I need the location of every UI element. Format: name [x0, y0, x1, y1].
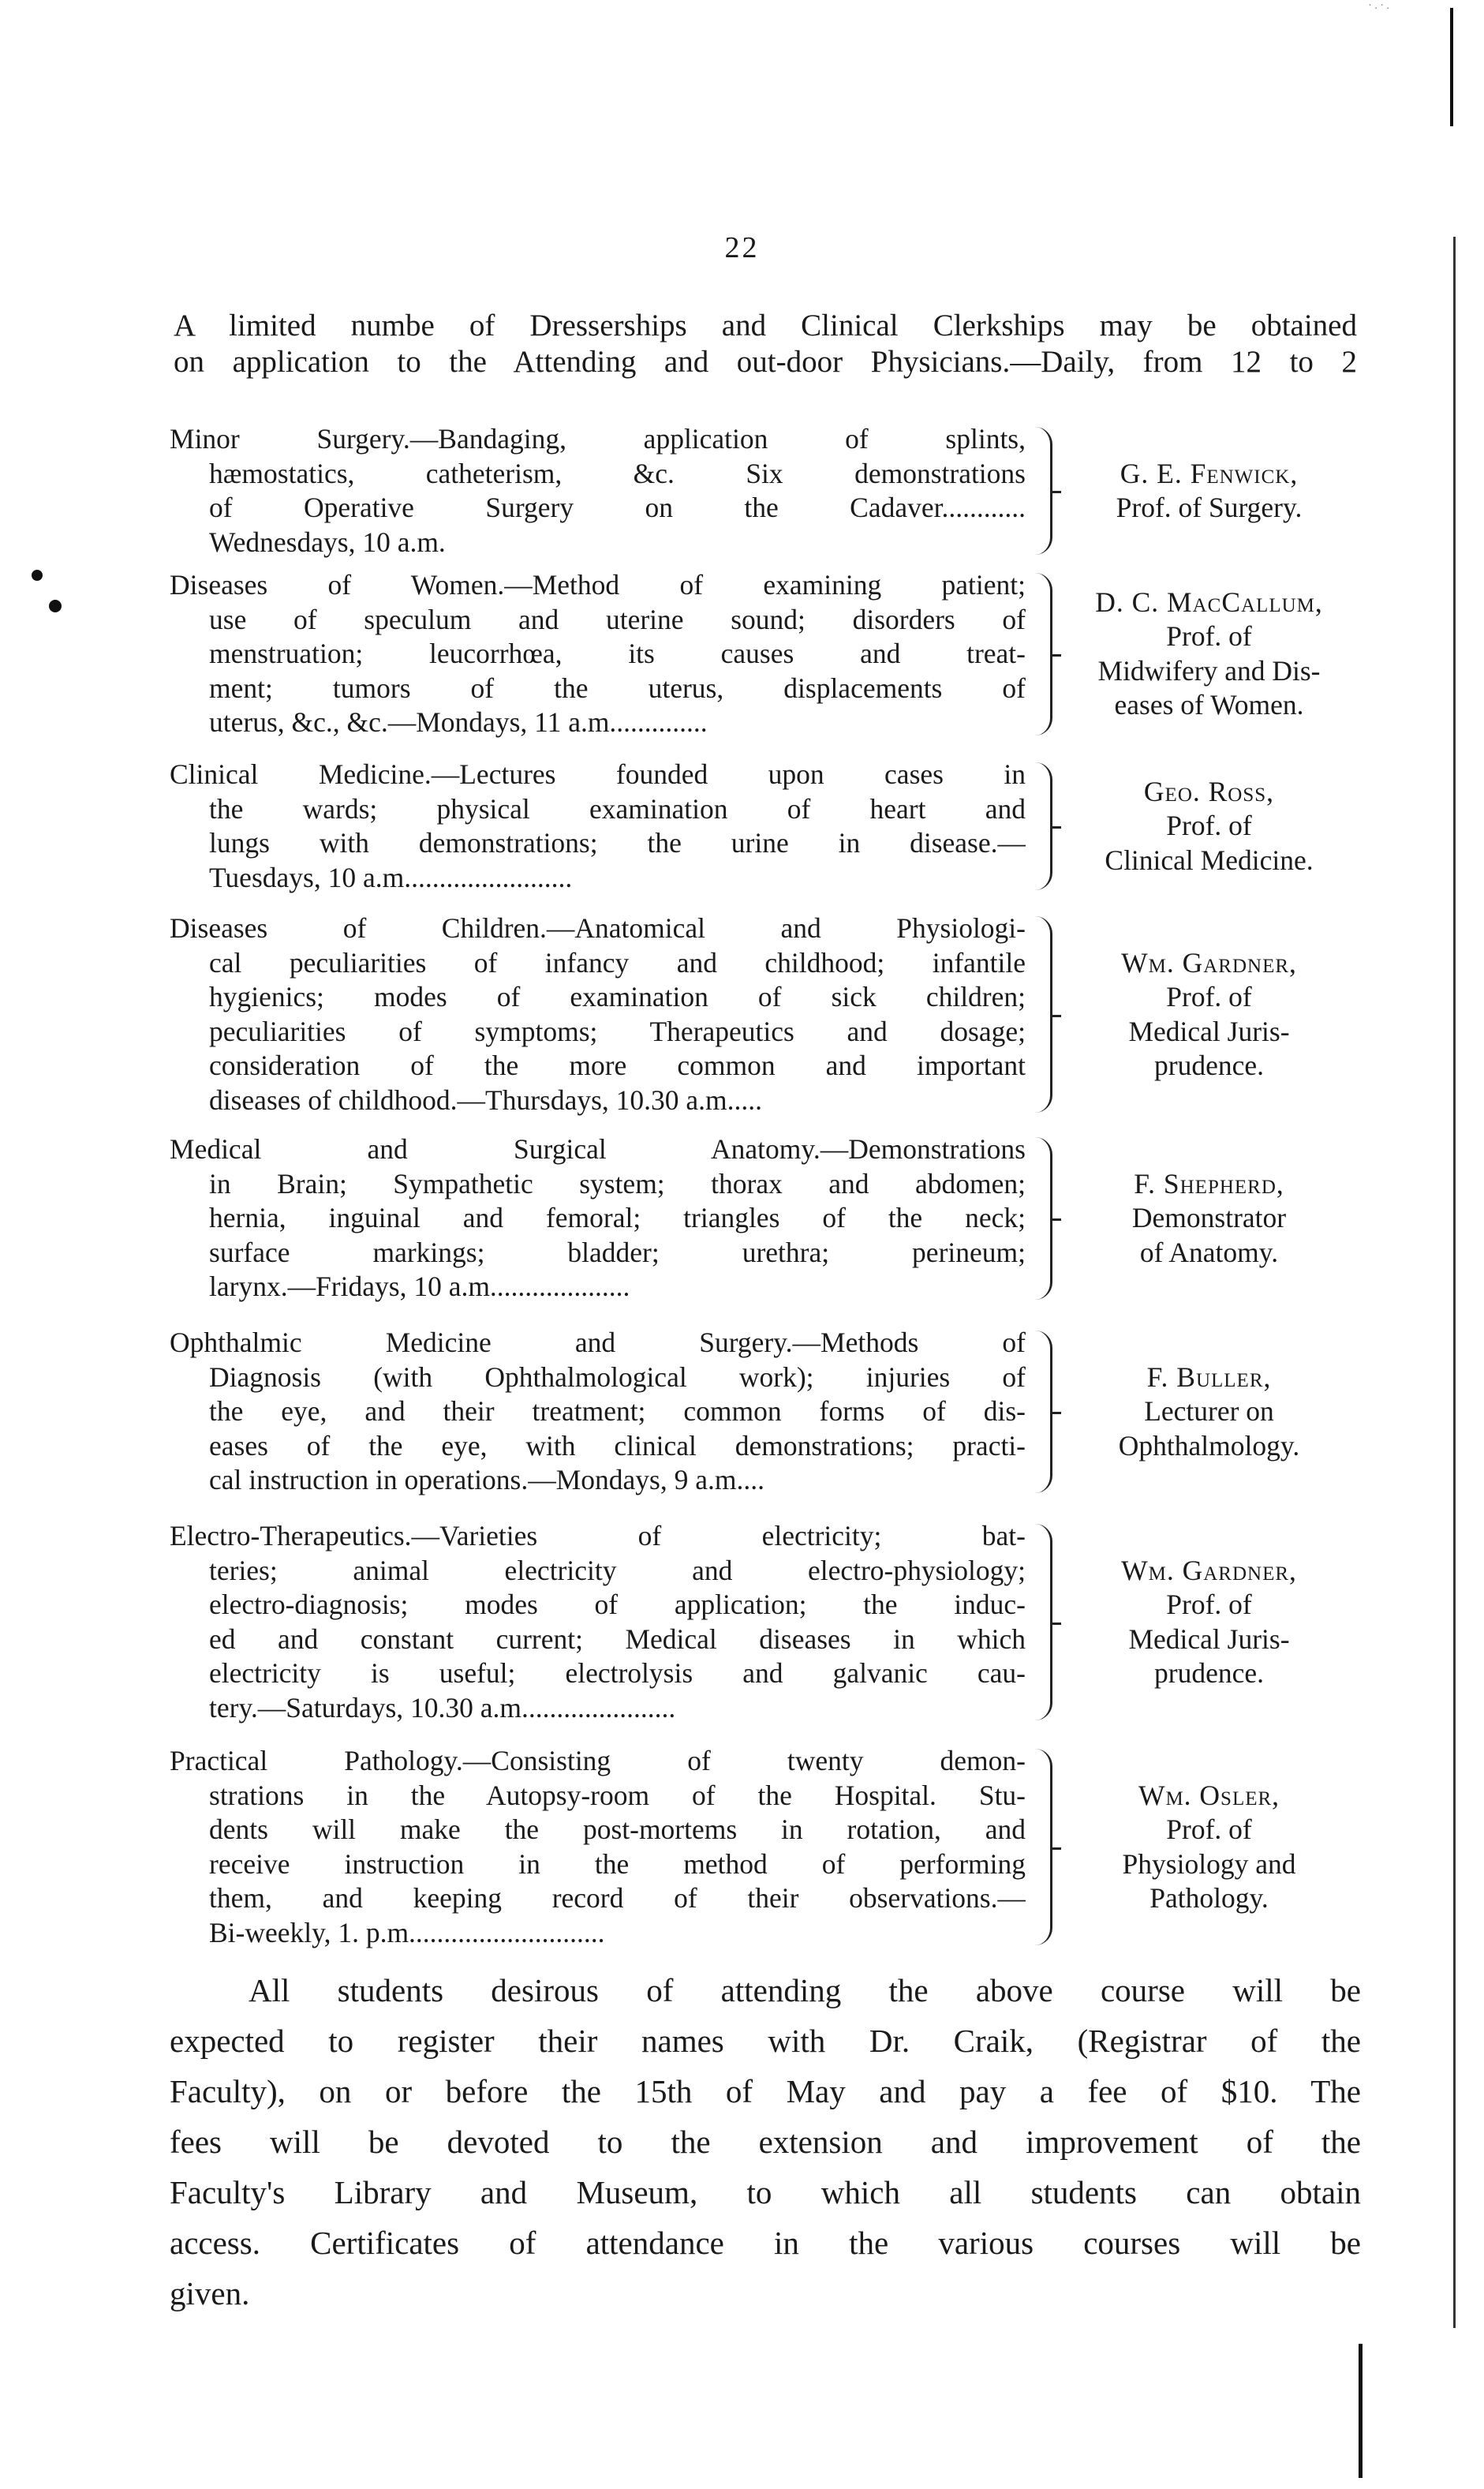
course-line: cal peculiarities of infancy and childhood; infantile [209, 946, 1026, 979]
brace-icon [1030, 573, 1052, 735]
instructor-title: Demonstrator [1131, 1202, 1287, 1233]
course-description [170, 1744, 1026, 1950]
course-line: surface markings; bladder; urethra; perineum; [209, 1236, 1026, 1268]
intro-line: A limited numbe of Dresserships and Clinical Clerkships may be obtained [174, 309, 1357, 342]
course-line: the eye, and their treatment; common forms of dis- [209, 1395, 1026, 1427]
instructor-title: Clinical Medicine. [1105, 844, 1314, 876]
course-instructor [1057, 775, 1361, 878]
instructor-title: Medical Juris- [1128, 1623, 1290, 1655]
course-line: Wednesdays, 10 a.m. [209, 526, 446, 558]
course-line: teries; animal electricity and electro-physiology; [209, 1554, 1026, 1586]
course-instructor [1057, 457, 1361, 526]
brace-icon [1030, 1749, 1052, 1945]
course-line: consideration of the more common and important [209, 1050, 1026, 1081]
course-title-line: Medical and Surgical Anatomy.—Demonstrations [170, 1133, 1026, 1165]
course-description [170, 1132, 1026, 1304]
footer-line: expected to register their names with Dr. Craik, (Registrar of the [170, 2023, 1361, 2059]
course-line: use of speculum and uterine sound; disorders of [209, 603, 1026, 635]
course-description [170, 1326, 1026, 1498]
course-line: peculiarities of symptoms; Therapeutics and dosage; [209, 1015, 1026, 1047]
course-line: ed and constant current; Medical diseases in which [209, 1623, 1026, 1655]
course-line: hernia, inguinal and femoral; triangles of the neck; [209, 1202, 1026, 1233]
course-description [170, 758, 1026, 895]
course-line: electro-diagnosis; modes of application; the induc- [209, 1589, 1026, 1620]
brace-icon [1030, 1331, 1052, 1493]
course-line: receive instruction in the method of performing [209, 1847, 1026, 1880]
instructor-title: Prof. of [1166, 620, 1252, 653]
course-line: diseases of childhood.—Thursdays, 10.30 a.m..... [209, 1084, 763, 1116]
course-instructor [1057, 1361, 1361, 1464]
instructor-title: Prof. of [1166, 1589, 1252, 1620]
brace-icon [1030, 1524, 1052, 1720]
ink-dot [49, 600, 62, 612]
course-line: of Operative Surgery on the Cadaver............ [209, 492, 1026, 523]
instructor-name: Geo. Ross, [1143, 775, 1275, 807]
instructor-title: Prof. of [1166, 810, 1252, 842]
course-line: them, and keeping record of their observations.— [209, 1882, 1026, 1914]
course-instructor [1057, 1167, 1361, 1271]
footer-paragraph [170, 1965, 1361, 2319]
course-description [170, 422, 1026, 560]
course-description [170, 911, 1026, 1117]
margin-rule [1453, 237, 1456, 2328]
instructor-name: G. E. Fenwick, [1120, 457, 1299, 489]
instructor-name: Wm. Gardner, [1121, 946, 1297, 979]
instructor-name: D. C. MacCallum, [1095, 586, 1323, 618]
footer-line: fees will be devoted to the extension and improvement of the [170, 2124, 1361, 2160]
margin-rule [1359, 2344, 1363, 2478]
instructor-title: Midwifery and Dis- [1097, 654, 1321, 687]
course-instructor [1057, 1554, 1361, 1691]
footer-line: given. [170, 2275, 250, 2311]
course-title-line: Ophthalmic Medicine and Surgery.—Methods of [170, 1327, 1026, 1358]
course-title-line: Diseases of Children.—Anatomical and Physiologi- [170, 912, 1026, 944]
course-line: hygienics; modes of examination of sick children; [209, 981, 1026, 1012]
course-title-line: Diseases of Women.—Method of examining patient; [170, 569, 1026, 601]
instructor-title: eases of Women. [1114, 689, 1304, 721]
course-line: electricity is useful; electrolysis and galvanic cau- [209, 1657, 1026, 1689]
brace-icon [1030, 762, 1052, 890]
course-line: strations in the Autopsy-room of the Hospital. Stu- [209, 1779, 1026, 1811]
instructor-title: Prof. of [1166, 981, 1252, 1012]
course-line: lungs with demonstrations; the urine in disease.— [209, 827, 1026, 859]
instructor-name: Wm. Osler, [1138, 1779, 1280, 1811]
course-line: uterus, &c., &c.—Mondays, 11 a.m.............. [209, 706, 708, 738]
footer-line: Faculty), on or before the 15th of May and pay a fee of $10. The [170, 2073, 1361, 2109]
course-line: Tuesdays, 10 a.m........................ [209, 861, 573, 893]
intro-paragraph [174, 308, 1357, 380]
course-title-line: Practical Pathology.—Consisting of twenty demon- [170, 1745, 1026, 1776]
instructor-title: Prof. of Surgery. [1116, 492, 1303, 523]
course-line: dents will make the post-mortems in rotation, and [209, 1813, 1026, 1845]
instructor-title: Ophthalmology. [1118, 1429, 1300, 1462]
margin-rule [1450, 8, 1453, 126]
footer-line: Faculty's Library and Museum, to which all students can obtain [170, 2174, 1361, 2210]
course-line: the wards; physical examination of heart and [209, 792, 1026, 825]
course-line: in Brain; Sympathetic system; thorax and abdomen; [209, 1167, 1026, 1200]
course-line: tery.—Saturdays, 10.30 a.m...................... [209, 1691, 676, 1724]
instructor-title: Lecturer on [1144, 1395, 1274, 1427]
brace-icon [1030, 1137, 1052, 1300]
course-instructor [1057, 586, 1361, 723]
ink-dot [32, 570, 43, 581]
course-title-line: Electro-Therapeutics.—Varieties of electricity; bat- [170, 1520, 1026, 1551]
course-line: larynx.—Fridays, 10 a.m.................... [209, 1271, 630, 1302]
footer-line: access. Certificates of attendance in the various courses will be [170, 2225, 1361, 2261]
course-line: Diagnosis (with Ophthalmological work); injuries of [209, 1361, 1026, 1393]
course-line: menstruation; leucorrhœa, its causes and treat- [209, 638, 1026, 669]
page-number: 22 [724, 231, 760, 264]
instructor-title: Pathology. [1149, 1882, 1269, 1914]
instructor-title: Medical Juris- [1128, 1015, 1290, 1047]
course-line: Bi-weekly, 1. p.m............................ [209, 1916, 605, 1948]
instructor-title: prudence. [1154, 1050, 1264, 1081]
instructor-title: of Anatomy. [1139, 1236, 1279, 1268]
course-description [170, 568, 1026, 740]
corner-mark: · . · . [1368, 0, 1389, 12]
instructor-name: F. Buller, [1146, 1361, 1272, 1393]
footer-line: All students desirous of attending the above course will be [249, 1972, 1361, 2008]
course-line: ment; tumors of the uterus, displacements of [209, 672, 1026, 704]
brace-icon [1030, 916, 1052, 1113]
instructor-title: Prof. of [1166, 1813, 1252, 1845]
instructor-title: prudence. [1154, 1657, 1264, 1689]
course-instructor [1057, 1779, 1361, 1916]
intro-line: on application to the Attending and out-door Physicians.—Daily, from 12 to 2 [174, 345, 1357, 379]
course-title-line: Clinical Medicine.—Lectures founded upon cases in [170, 758, 1026, 790]
course-description [170, 1519, 1026, 1725]
course-title-line: Minor Surgery.—Bandaging, application of splints, [170, 423, 1026, 455]
instructor-name: F. Shepherd, [1134, 1167, 1284, 1200]
instructor-title: Physiology and [1122, 1847, 1296, 1880]
course-line: hæmostatics, catheterism, &c. Six demonstrations [209, 457, 1026, 489]
course-line: eases of the eye, with clinical demonstrations; practi- [209, 1429, 1026, 1462]
course-line: cal instruction in operations.—Mondays, 9 a.m.... [209, 1464, 764, 1495]
instructor-name: Wm. Gardner, [1121, 1554, 1297, 1586]
course-instructor [1057, 946, 1361, 1084]
brace-icon [1030, 427, 1052, 555]
